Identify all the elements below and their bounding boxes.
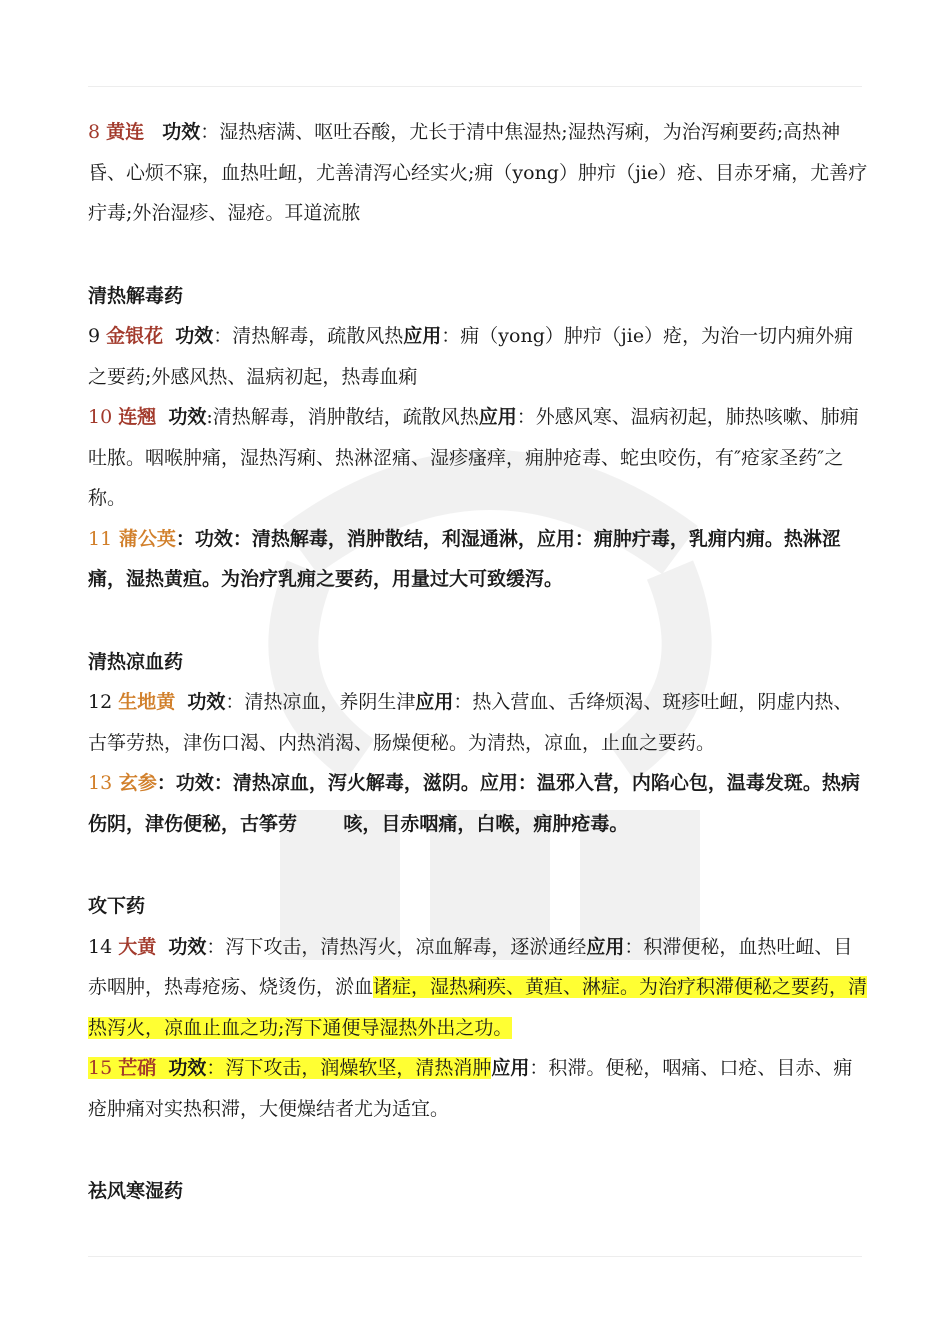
entry-dahuang xyxy=(88,927,868,1049)
section-heading-qingre-liangxue: 清热凉血药 xyxy=(88,650,184,673)
entry-number: 10 xyxy=(88,406,113,428)
efficacy-label: 功效 xyxy=(168,406,207,428)
entry-jinyinhua xyxy=(88,316,868,397)
document-body xyxy=(88,112,868,1212)
application-text: ：积滞。便秘，咽痛、口疮、目赤、痈疮肿痛对实热积滞，大便燥结者尤为适宜。 xyxy=(88,1057,853,1120)
application-text: ：积滞便秘，血热吐衄、目赤咽肿，热毒疮疡、烧烫伤，淤血 xyxy=(88,935,853,998)
entry-mangxiao xyxy=(88,1048,868,1129)
application-label: 应用 xyxy=(403,325,442,347)
entry-text: ：湿热痞满、呕吐吞酸，尤长于清中焦湿热;湿热泻痢，为治泻痢要药;高热神昏、心烦不寐，血热吐衄，尤善清泻心经实火;痈（yong）肿疖（jie）疮、目赤牙痛，尤善疗疔毒;外治湿疹、湿疮。耳道流脓 xyxy=(88,121,868,224)
application-text: ：外感风寒、温病初起，肺热咳嗽、肺痈吐脓。咽喉肿痛，湿热泻痢、热淋涩痛、湿疹瘙痒，痈肿疮毒、蛇虫咬伤，有″疮家圣药″之称。 xyxy=(88,406,859,509)
entry-huanglian xyxy=(88,112,868,234)
entry-pugongying xyxy=(88,519,868,600)
efficacy-label: 功效 xyxy=(168,935,207,958)
efficacy-text: :清热解毒，消肿散结，疏散风热 xyxy=(206,406,479,428)
efficacy-text: ：泻下攻击，清热泻火，凉血解毒，逐淤通经 xyxy=(206,935,587,958)
efficacy-text: ：清热解毒，疏散风热 xyxy=(213,325,404,347)
entry-number: 12 xyxy=(88,691,113,713)
top-divider xyxy=(88,86,862,87)
highlighted-text: 诸症，湿热痢疾、黄疸、淋症。为治疗积滞便秘之要药，清热泻火，凉血止血之功;泻下通便导湿热外出之功。 xyxy=(88,976,868,1039)
herb-name: 大黄 xyxy=(118,935,157,958)
application-label: 应用 xyxy=(491,1057,530,1079)
entry-number: 14 xyxy=(88,935,113,958)
entry-number: 8 xyxy=(88,121,101,143)
efficacy-label: 功效 xyxy=(175,325,214,347)
efficacy-label: 功效 xyxy=(187,691,226,713)
section-heading-qingre-jiedu: 清热解毒药 xyxy=(88,284,184,307)
entry-text-continued: 咳，目赤咽痛，白喉，痈肿疮毒。 xyxy=(343,812,629,835)
bottom-divider xyxy=(88,1256,862,1257)
entry-number: 9 xyxy=(88,325,101,347)
efficacy-label: 功效 xyxy=(162,121,201,143)
herb-name: 连翘 xyxy=(118,406,157,428)
application-text: ：热入营血、舌绛烦渴、斑疹吐衄，阴虚内热、古筝劳热，津伤口渴、内热消渴、肠燥便秘。为清热，凉血，止血之要药。 xyxy=(88,691,853,754)
application-label: 应用 xyxy=(415,691,454,713)
application-label: 应用 xyxy=(478,406,517,428)
herb-name: 玄参 xyxy=(118,772,157,794)
efficacy-text: ：泻下攻击，润燥软坚，清热消肿 xyxy=(206,1057,492,1079)
entry-number: 13 xyxy=(88,772,113,794)
entry-text: ：功效：清热解毒，消肿散结，利湿通淋，应用：痈肿疔毒，乳痈内痈。热淋涩痛，湿热黄疸。为治疗乳痈之要药，用量过大可致缓泻。 xyxy=(88,527,841,590)
entry-number: 11 xyxy=(88,527,113,550)
efficacy-text: ：清热凉血，养阴生津 xyxy=(225,691,416,713)
herb-name: 生地黄 xyxy=(118,691,176,713)
application-label: 应用 xyxy=(586,935,625,958)
entry-text: ：功效：清热凉血，泻火解毒，滋阴。应用：温邪入营，内陷心包，温毒发斑。热病伤阴，津伤便秘，古筝劳 xyxy=(88,772,860,835)
herb-name: 蒲公英 xyxy=(118,527,176,550)
herb-name: 芒硝 xyxy=(118,1057,157,1079)
application-text: ：痈（yong）肿疖（jie）疮，为治一切内痈外痈之要药;外感风热、温病初起，热毒血痢 xyxy=(88,325,854,388)
section-heading-qufeng-hanshi: 祛风寒湿药 xyxy=(88,1180,184,1202)
herb-name: 黄连 xyxy=(106,121,145,143)
entry-xuanshen xyxy=(88,763,868,844)
section-heading-gongxia: 攻下药 xyxy=(88,895,146,917)
herb-name: 金银花 xyxy=(106,325,164,347)
entry-number: 15 xyxy=(88,1057,113,1079)
entry-lianqiao xyxy=(88,397,868,519)
efficacy-label: 功效 xyxy=(168,1057,207,1079)
entry-shengdihuang xyxy=(88,682,868,763)
